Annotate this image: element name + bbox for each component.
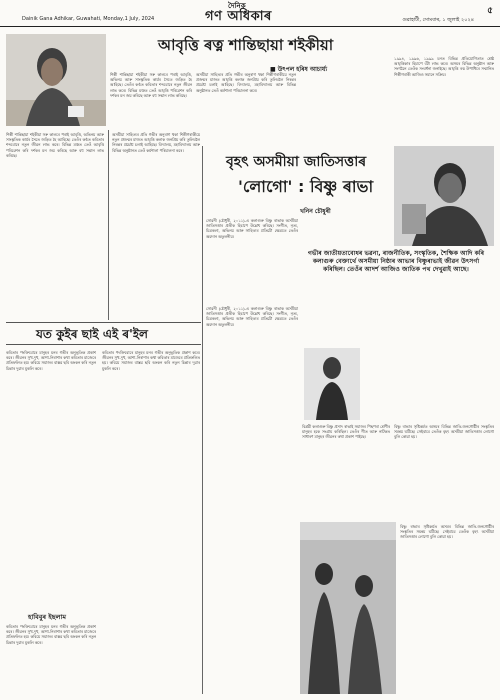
story2-body-column-1: কবিতাৰ পংক্তিবোৰে মানুহৰ মনৰ গভীৰ অনুভূতিক প্ৰকাশ কৰে। জীৱনৰ সুখ-দুখ, আশা-নিৰাশাৰ কথা কবিতাৰ মাজেৰে প্ৰতিফলিত হয়। কবিয়ে সমাজৰ বাস্তৱ ছবি অংকন কৰি নতুন চিন্তাৰ দুৱাৰ মুকলি কৰে। — [6, 350, 96, 371]
story3-byline: খনিন চৌধুৰী — [300, 208, 331, 215]
story1-body-second-column: অসমীয়া সাহিত্যৰ প্ৰতি গভীৰ অনুৰাগ থকা শিল্পীগৰাকীয়ে নতুন প্ৰজন্মৰ মাজত আবৃত্তি কলাক জনপ্ৰিয় কৰি তুলিবলৈ নিৰন্তৰ প্ৰচেষ্টা চলাই আহিছে। বিদ্যালয়, মহাবিদ্যালয় আৰু বিভিন্ন অনুষ্ঠানত তেওঁ কৰ্মশালা পৰিচালনা কৰে। — [112, 132, 200, 153]
crowd-photo-icon — [300, 522, 396, 694]
masthead-prefix: দৈনিক — [228, 2, 246, 10]
story1-body-right: ১৯৯৪, ১৯৯৬, ১৯৯৯ চনত বিভিন্ন প্ৰতিযোগিতাত শ্ৰেষ্ঠ আবৃত্তিকাৰ হিচাপে বঁটা লাভ কৰে। অসমৰ বিভিন্ন অনুষ্ঠান আৰু সংগঠনে তেওঁক সংবৰ্ধনা জনাইছে। আবৃত্তি ৰত্ন উপাধিৰে সন্মানিত শিল্পীগৰাকী আজিও সমানে সক্ৰিয়। — [394, 56, 494, 77]
story1-headline: আবৃত্তি ৰত্ন শান্তিছায়া শইকীয়া — [158, 36, 334, 54]
story1-byline: ■ উৎপল হৰিষ আচাৰ্য্য — [270, 66, 328, 73]
story2-byline: হাবিবুৰ ইছলাম — [28, 613, 66, 621]
page-number: ৫ — [487, 6, 493, 16]
story3-pull-quote: গভীৰ জাতীয়তাবোধৰ ভৱনা, ৰাজনীতিক, সংস্কৃতিক, শৈক্ষিক আদি কৰি কলাগুৰু বেক্তাৰ্থে অসমীয়া নিষ্ঠাৰ আভাৰ বিষ্ণুৰাভাই জীৱন উৎসৰ্গা কৰিছিল। তেওঁৰ আদৰ্শ আজিও জাতিক পথ দেখুৱাই আছে। — [307, 250, 485, 274]
portrait-woman-photo — [6, 34, 106, 126]
statue-photo — [304, 348, 360, 420]
portrait-man-photo — [394, 146, 494, 246]
portrait-photo-icon — [394, 146, 494, 246]
story1-body-top: শিল্পী শান্তিছায়া শইকীয়া সৰু কালৰে পৰাই আবৃত্তি, অভিনয় আৰু সাংস্কৃতিক কাৰ্যৰ সৈতে জড়িত হৈ আহিছে। তেওঁৰ কণ্ঠত কবিতাৰ শব্দবোৰে নতুন জীৱন লাভ কৰে। বিভিন্ন মঞ্চত তেওঁ আবৃত্তি পৰিৱেশন কৰি দৰ্শকৰ মন জয় কৰিছে আৰু বহু সন্মান লাভ কৰিছে। — [110, 72, 192, 98]
masthead — [0, 0, 500, 27]
masthead-date-english: Dainik Gana Adhikar, Guwahati, Monday,1 July, 2024 — [22, 16, 155, 22]
story1-body-left-column: শিল্পী শান্তিছায়া শইকীয়া সৰু কালৰে পৰাই আবৃত্তি, অভিনয় আৰু সাংস্কৃতিক কাৰ্যৰ সৈতে জড়িত হৈ আহিছে। তেওঁৰ কণ্ঠত কবিতাৰ শব্দবোৰে নতুন জীৱন লাভ কৰে। বিভিন্ন মঞ্চত তেওঁ আবৃত্তি পৰিৱেশন কৰি দৰ্শকৰ মন জয় কৰিছে আৰু বহু সন্মান লাভ কৰিছে। — [6, 132, 104, 158]
portrait-photo-icon — [6, 34, 106, 126]
story1-body-middle: অসমীয়া সাহিত্যৰ প্ৰতি গভীৰ অনুৰাগ থকা শিল্পীগৰাকীয়ে নতুন প্ৰজন্মৰ মাজত আবৃত্তি কলাক জনপ্ৰিয় কৰি তুলিবলৈ নিৰন্তৰ প্ৰচেষ্টা চলাই আহিছে। বিদ্যালয়, মহাবিদ্যালয় আৰু বিভিন্ন অনুষ্ঠানত তেওঁ কৰ্মশালা পৰিচালনা কৰে। — [196, 72, 296, 93]
story2-body-column-2: কবিতাৰ পংক্তিবোৰে মানুহৰ মনৰ গভীৰ অনুভূতিক প্ৰকাশ কৰে। জীৱনৰ সুখ-দুখ, আশা-নিৰাশাৰ কথা কবিতাৰ মাজেৰে প্ৰতিফলিত হয়। কবিয়ে সমাজৰ বাস্তৱ ছবি অংকন কৰি নতুন চিন্তাৰ দুৱাৰ মুকলি কৰে। — [102, 350, 200, 371]
masthead-date-assamese: গুৱাহাটী, সোমবাৰ, ১ জুলাই ২০২৪ — [402, 17, 474, 23]
story2-body-column-1b: কবিতাৰ পংক্তিবোৰে মানুহৰ মনৰ গভীৰ অনুভূতিক প্ৰকাশ কৰে। জীৱনৰ সুখ-দুখ, আশা-নিৰাশাৰ কথা কবিতাৰ মাজেৰে প্ৰতিফলিত হয়। কবিয়ে সমাজৰ বাস্তৱ ছবি অংকন কৰি নতুন চিন্তাৰ দুৱাৰ মুকলি কৰে। — [6, 624, 96, 645]
story3-body-left: সোৱনী (চৌধুৰী, ২০১১)-এ কলাগুৰু বিষ্ণু ৰাভাক অসমীয়া জাতিসত্তাৰ প্ৰতীক হিচাপে উল্লেখ কৰিছে। সংগীত, নৃত্য, চিত্ৰকলা, অভিনয় আৰু সাহিত্যৰ প্ৰতিটো ক্ষেত্ৰতে তেওঁৰ অৱদান অতুলনীয়। — [206, 306, 298, 327]
story3-body-right: বিষ্ণু ৰাভাৰ সৃষ্টিকৰ্মত অসমৰ বিভিন্ন জাতি-জনগোষ্ঠীৰ সংস্কৃতিৰ সমন্বয় ঘটিছে। সেইবাবে তেওঁক বৃহৎ অসমীয়া জাতিসত্তাৰ লোগো বুলি কোৱা হয়। — [394, 424, 494, 440]
story3-body-middle: বিপ্লৱী কলাগুৰু বিষ্ণু প্ৰসাদ ৰাভাই সমাজৰ পিছপৰা শ্ৰেণীৰ মানুহৰ হকে সংগ্ৰাম কৰিছিল। তেওঁৰ গীত আৰু নাটকত সাধাৰণ মানুহৰ জীৱনৰ কথা প্ৰকাশ পাইছে। — [302, 424, 390, 440]
masthead-brand: গণ অধিকাৰ — [205, 9, 272, 24]
story2-headline: যত কুইৰ ছাই এই ৰ'ইল — [36, 327, 149, 341]
story3-body-left-top: সোৱনী (চৌধুৰী, ২০১১)-এ কলাগুৰু বিষ্ণু ৰাভাক অসমীয়া জাতিসত্তাৰ প্ৰতীক হিচাপে উল্লেখ কৰিছে। সংগীত, নৃত্য, চিত্ৰকলা, অভিনয় আৰু সাহিত্যৰ প্ৰতিটো ক্ষেত্ৰতে তেওঁৰ অৱদান অতুলনীয়। — [206, 218, 298, 239]
statue-photo-icon — [304, 348, 360, 420]
crowd-photo — [300, 522, 396, 694]
story3-body-far-right: বিষ্ণু ৰাভাৰ সৃষ্টিকৰ্মত অসমৰ বিভিন্ন জাতি-জনগোষ্ঠীৰ সংস্কৃতিৰ সমন্বয় ঘটিছে। সেইবাবে তেওঁক বৃহৎ অসমীয়া জাতিসত্তাৰ লোগো বুলি কোৱা হয়। — [400, 524, 494, 540]
story3-headline-line2: 'লোগো' : বিষ্ণু ৰাভা — [238, 177, 374, 196]
story3-headline-line1: বৃহৎ অসমীয়া জাতিসত্তাৰ — [226, 154, 367, 170]
